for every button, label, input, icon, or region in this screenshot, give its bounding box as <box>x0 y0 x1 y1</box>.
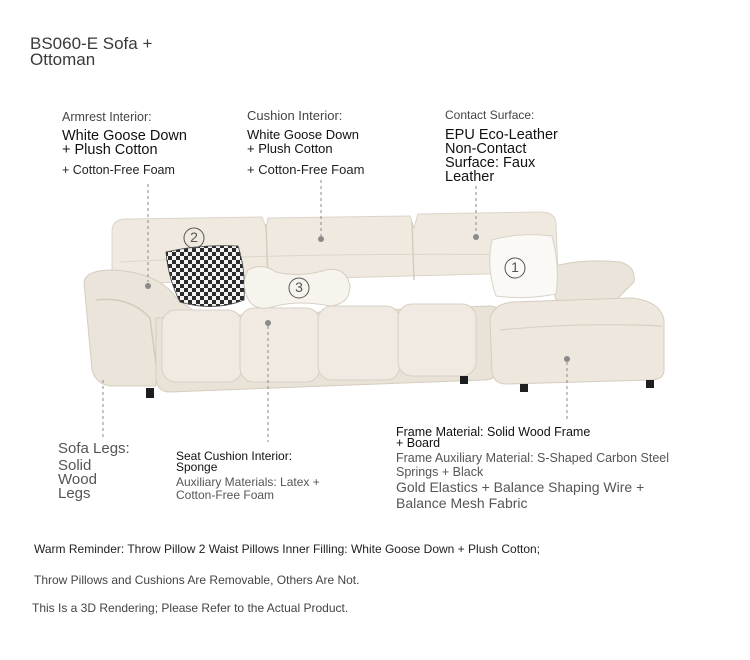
frame-material-line3: Frame Auxiliary Material: S-Shaped Carbon Steel <box>396 451 670 465</box>
frame-material-line6: Balance Mesh Fabric <box>396 495 528 511</box>
contact-surface-heading: Contact Surface: <box>445 108 535 122</box>
marker-2-label: 2 <box>190 229 198 245</box>
cushion-interior-heading: Cushion Interior: <box>247 108 343 123</box>
frame-leader-dot <box>564 356 570 362</box>
contact-leader-dot <box>473 234 479 240</box>
cushion-interior-line2: + Plush Cotton <box>247 141 333 156</box>
sofa-leg-1 <box>146 388 154 398</box>
contact-surface-line3: Surface: Faux <box>445 155 536 171</box>
frame-material-line4: Springs + Black <box>396 465 484 479</box>
contact-surface-line4: Leather <box>445 169 495 185</box>
sofa-right-arm <box>548 261 634 304</box>
sofa-legs-line3: Wood <box>58 471 97 488</box>
ottoman-leg-2 <box>646 380 654 388</box>
seat-cushion-4 <box>398 304 476 376</box>
frame-material-line5: Gold Elastics + Balance Shaping Wire + <box>396 479 645 495</box>
armrest-interior-line3: + Cotton-Free Foam <box>62 163 175 177</box>
removable-note: Throw Pillows and Cushions Are Removable, Others Are Not. <box>34 573 360 587</box>
armrest-interior-line1: White Goose Down <box>62 128 187 144</box>
checkered-throw-pillow <box>166 246 244 307</box>
product-title-line2: Ottoman <box>30 50 96 69</box>
ottoman-leg-1 <box>520 384 528 392</box>
rendering-note: This Is a 3D Rendering; Please Refer to the Actual Product. <box>32 601 349 615</box>
seat-cushion-line2: Sponge <box>176 460 218 474</box>
sofa-legs-line4: Legs <box>58 485 91 502</box>
seat-cushion-heading: Seat Cushion Interior: <box>176 449 293 463</box>
frame-material-line1: Frame Material: Solid Wood Frame <box>396 425 591 439</box>
warm-reminder: Warm Reminder: Throw Pillow 2 Waist Pillows Inner Filling: White Goose Down + Plush Cotton; <box>34 542 541 556</box>
armrest-interior-line2: + Plush Cotton <box>62 142 158 158</box>
seat-cushion-1 <box>162 310 242 382</box>
armrest-leader-dot <box>145 283 151 289</box>
cushion-interior-line1: White Goose Down <box>247 127 359 142</box>
seat-cushion-line3: Auxiliary Materials: Latex + <box>176 475 320 489</box>
seat-leader-dot <box>265 320 271 326</box>
marker-1-label: 1 <box>511 259 519 275</box>
cushion-interior-line3: + Cotton-Free Foam <box>247 162 365 177</box>
cushion-leader-dot <box>318 236 324 242</box>
product-title-line1: BS060-E Sofa + <box>30 34 153 53</box>
seat-cushion-callout <box>176 451 320 502</box>
sofa-legs-callout <box>58 442 130 501</box>
ottoman <box>490 298 664 384</box>
sofa-legs-heading: Sofa Legs: <box>58 440 130 457</box>
sofa-leg-2 <box>460 376 468 384</box>
armrest-interior-heading: Armrest Interior: <box>62 110 152 124</box>
sofa-legs-line2: Solid <box>58 457 92 474</box>
frame-material-callout <box>396 427 669 511</box>
seat-cushion-line4: Cotton-Free Foam <box>176 488 275 502</box>
frame-material-line2: + Board <box>396 436 441 450</box>
seat-cushion-2 <box>240 308 320 382</box>
contact-surface-line2: Non-Contact <box>445 141 527 157</box>
contact-surface-line1: EPU Eco-Leather <box>445 127 558 143</box>
marker-3-label: 3 <box>295 279 303 295</box>
seat-cushion-3 <box>318 306 400 380</box>
